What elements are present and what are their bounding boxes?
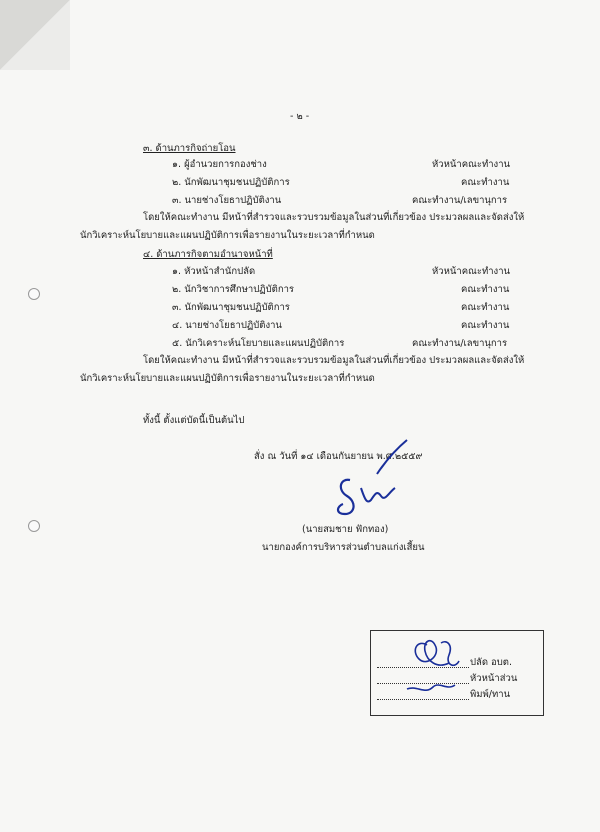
order-date: สั่ง ณ วันที่ ๑๔ เดือนกันยายน พ.ศ.๒๕๕๙ [254, 451, 423, 462]
section3-duty-line2: นักวิเคราะห์นโยบายและแผนปฏิบัติการเพื่อรายงานในระยะเวลาที่กำหนด [80, 230, 375, 241]
section4-role-3: คณะทำงาน [461, 302, 510, 313]
signer-title: นายกองค์การบริหารส่วนตำบลแก่งเสี้ยน [262, 542, 425, 553]
section4-member-5: ๕. นักวิเคราะห์นโยบายและแผนปฏิบัติการ [172, 338, 345, 349]
section3-role-3: คณะทำงาน/เลขานุการ [412, 195, 508, 206]
section4-member-1: ๑. หัวหน้าสำนักปลัด [172, 266, 256, 277]
section3-role-1: หัวหน้าคณะทำงาน [432, 159, 511, 170]
section4-role-1: หัวหน้าคณะทำงาน [432, 266, 511, 277]
approval-stamp-box [370, 630, 544, 716]
stamp-row1-label: ปลัด อบต. [470, 657, 512, 668]
section3-duty-line1: โดยให้คณะทำงาน มีหน้าที่สำรวจและรวบรวมข้อมูลในส่วนที่เกี่ยวข้อง ประมวลผลและจัดส่งให้ [143, 212, 525, 223]
stamp-row3-label: พิมพ์/ทาน [470, 689, 511, 700]
section4-duty-line2: นักวิเคราะห์นโยบายและแผนปฏิบัติการเพื่อรายงานในระยะเวลาที่กำหนด [80, 373, 375, 384]
section3-member-3: ๓. นายช่างโยธาปฏิบัติงาน [172, 195, 282, 206]
stamp-row2-label: หัวหน้าส่วน [470, 673, 518, 684]
section3-member-2: ๒. นักพัฒนาชุมชนปฏิบัติการ [172, 177, 290, 188]
section4-duty-line1: โดยให้คณะทำงาน มีหน้าที่สำรวจและรวบรวมข้อมูลในส่วนที่เกี่ยวข้อง ประมวลผลและจัดส่งให้ [143, 355, 525, 366]
signer-name: (นายสมชาย ฟักทอง) [302, 524, 389, 535]
section4-member-3: ๓. นักพัฒนาชุมชนปฏิบัติการ [172, 302, 290, 313]
section4-member-2: ๒. นักวิชาการศึกษาปฏิบัติการ [172, 284, 295, 295]
section3-role-2: คณะทำงาน [461, 177, 510, 188]
page-fold-shadow [0, 0, 70, 70]
stamp-initials-signature [397, 625, 477, 705]
section4-role-4: คณะทำงาน [461, 320, 510, 331]
section4-member-4: ๔. นายช่างโยธาปฏิบัติงาน [172, 320, 282, 331]
effective-statement: ทั้งนี้ ตั้งแต่บัดนี้เป็นต้นไป [143, 415, 245, 426]
section4-role-2: คณะทำงาน [461, 284, 510, 295]
section3-heading: ๓. ด้านภารกิจถ่ายโอน [143, 143, 236, 154]
punch-hole-bottom [28, 520, 40, 532]
punch-hole-top [28, 288, 40, 300]
page-number: - ๒ - [290, 111, 310, 122]
section4-heading: ๔. ด้านภารกิจตามอำนาจหน้าที่ [143, 249, 273, 260]
section3-member-1: ๑. ผู้อำนวยการกองช่าง [172, 159, 267, 170]
section4-role-5: คณะทำงาน/เลขานุการ [412, 338, 508, 349]
signature-mark [315, 430, 425, 520]
